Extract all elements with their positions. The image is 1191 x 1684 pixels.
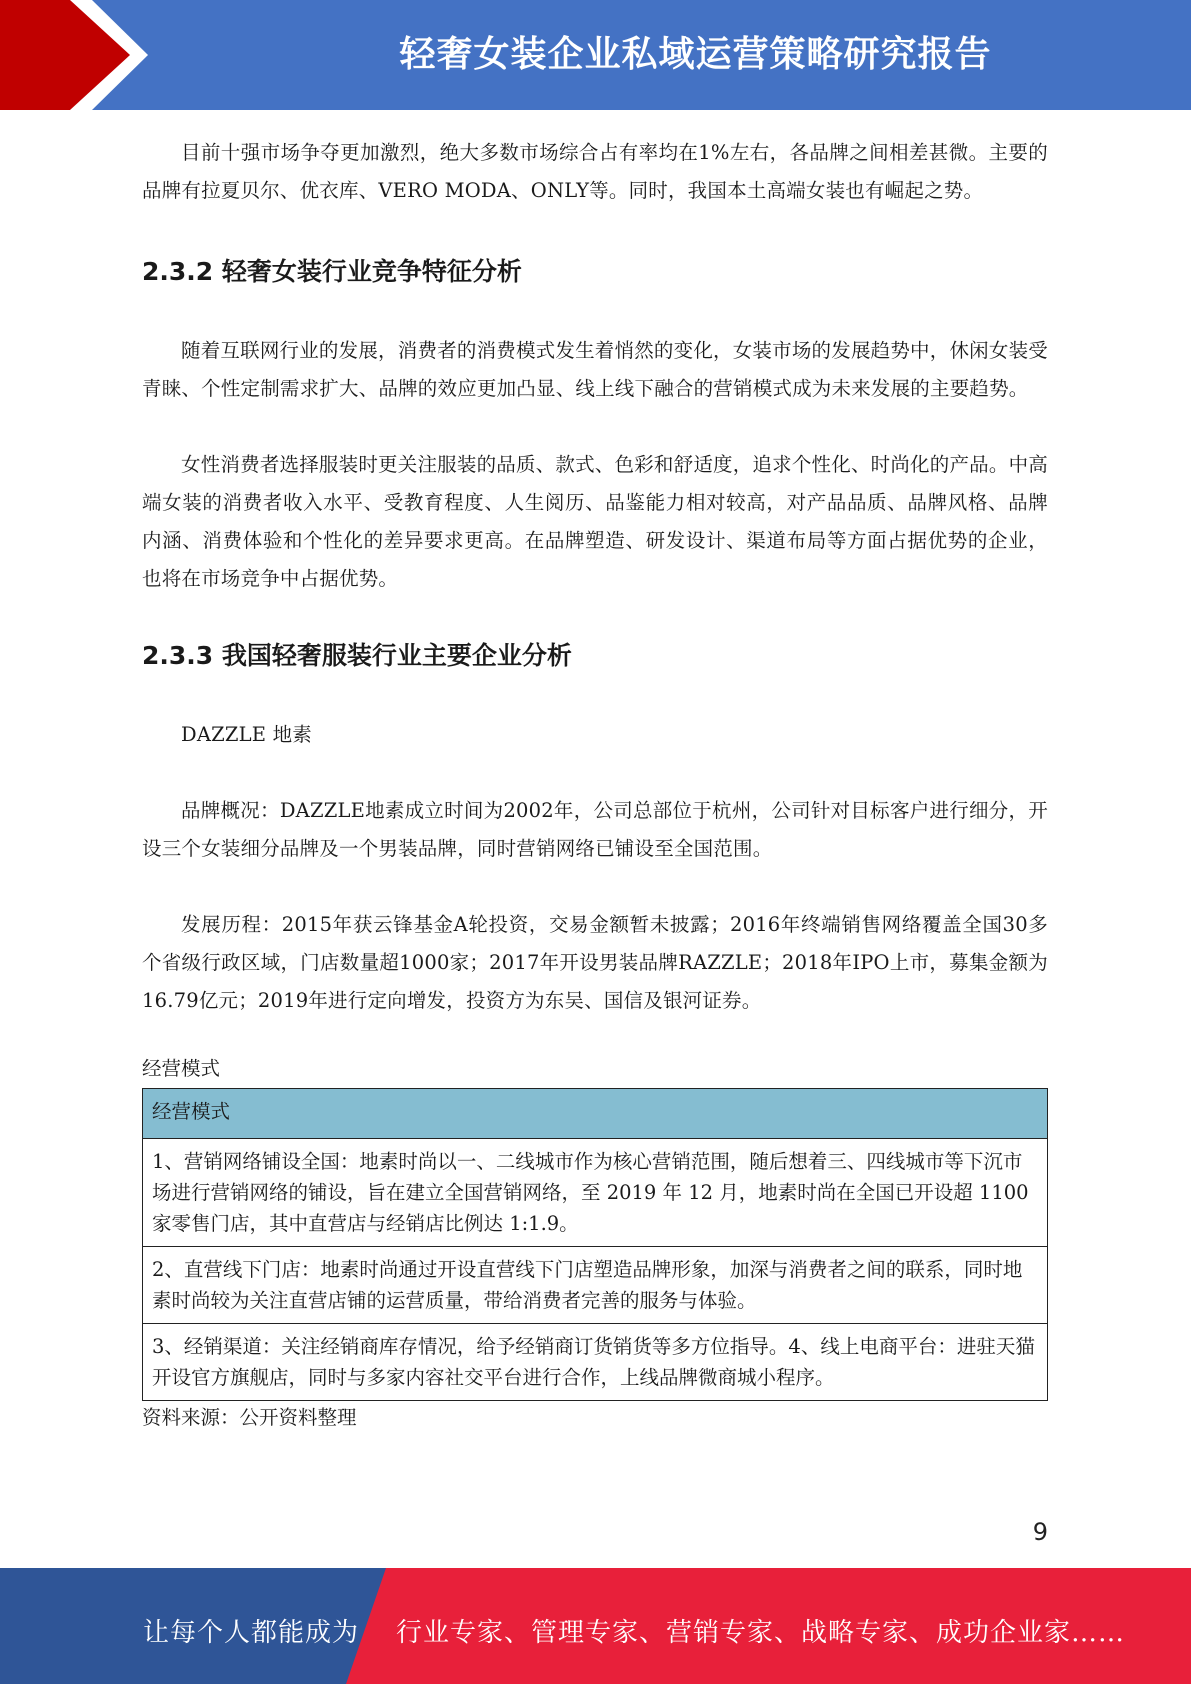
table-caption: 经营模式 — [142, 1057, 221, 1080]
table-cell: 1、营销网络铺设全国：地素时尚以一、二线城市作为核心营销范围，随后想着三、四线城市等下沉市场进行营销网络的铺设，旨在建立全国营销网络，至 2019 年 12 月，地素时尚在全国已开设超 1100 家零售门店，其中直营店与经销店比例达 1:1.9。 — [143, 1139, 1048, 1247]
table-header-cell: 经营模式 — [143, 1089, 1048, 1139]
table-cell: 3、经销渠道：关注经销商库存情况，给予经销商订货销货等多方位指导。4、线上电商平台：进驻天猫开设官方旗舰店，同时与多家内容社交平台进行合作，上线品牌微商城小程序。 — [143, 1324, 1048, 1401]
section-2-3-2-paragraph-2: 女性消费者选择服装时更关注服装的品质、款式、色彩和舒适度，追求个性化、时尚化的产品。中高端女装的消费者收入水平、受教育程度、人生阅历、品鉴能力相对较高，对产品品质、品牌风格、品牌内涵、消费体验和个性化的差异要求更高。在品牌塑造、研发设计、渠道布局等方面占据优势的企业，也将在市场竞争中占据优势。 — [142, 453, 1048, 590]
footer-slogan-left: 让每个人都能成为 — [143, 1618, 360, 1648]
development-history-paragraph: 发展历程：2015年获云锋基金A轮投资，交易金额暂未披露；2016年终端销售网络覆盖全国30多个省级行政区域，门店数量超1000家；2017年开设男装品牌RAZZLE；2018年IPO上市，募集金额为16.79亿元；2019年进行定向增发，投资方为东吴、国信及银河证券。 — [142, 913, 1048, 1012]
company-name: DAZZLE 地素 — [181, 723, 312, 746]
table-row — [143, 1247, 1048, 1324]
table-source-note: 资料来源：公开资料整理 — [142, 1406, 357, 1429]
page-content — [142, 134, 1048, 1433]
footer-slogan-right: 行业专家、管理专家、营销专家、战略专家、成功企业家…… — [396, 1618, 1126, 1648]
page-number: 9 — [1032, 1518, 1048, 1546]
brand-overview-paragraph: 品牌概况：DAZZLE地素成立时间为2002年，公司总部位于杭州，公司针对目标客户进行细分，开设三个女装细分品牌及一个男装品牌，同时营销网络已铺设至全国范围。 — [142, 799, 1048, 860]
report-title: 轻奢女装企业私域运营策略研究报告 — [399, 34, 992, 75]
page-footer — [0, 1568, 1191, 1684]
table-cell: 2、直营线下门店：地素时尚通过开设直营线下门店塑造品牌形象，加深与消费者之间的联系，同时地素时尚较为关注直营店铺的运营质量，带给消费者完善的服务与体验。 — [143, 1247, 1048, 1324]
table-row — [143, 1139, 1048, 1247]
page-header — [0, 0, 1191, 110]
table-header-row — [143, 1089, 1048, 1139]
table-row — [143, 1324, 1048, 1401]
business-model-table — [142, 1088, 1048, 1401]
intro-paragraph: 目前十强市场争夺更加激烈，绝大多数市场综合占有率均在1%左右，各品牌之间相差甚微。主要的品牌有拉夏贝尔、优衣库、VERO MODA、ONLY等。同时，我国本土高端女装也有崛起之势。 — [142, 141, 1048, 202]
section-2-3-2-paragraph-1: 随着互联网行业的发展，消费者的消费模式发生着悄然的变化，女装市场的发展趋势中，休闲女装受青睐、个性定制需求扩大、品牌的效应更加凸显、线上线下融合的营销模式成为未来发展的主要趋势。 — [142, 339, 1048, 400]
section-heading-2-3-3: 2.3.3 我国轻奢服装行业主要企业分析 — [142, 641, 572, 670]
section-heading-2-3-2: 2.3.2 轻奢女装行业竞争特征分析 — [142, 257, 522, 286]
